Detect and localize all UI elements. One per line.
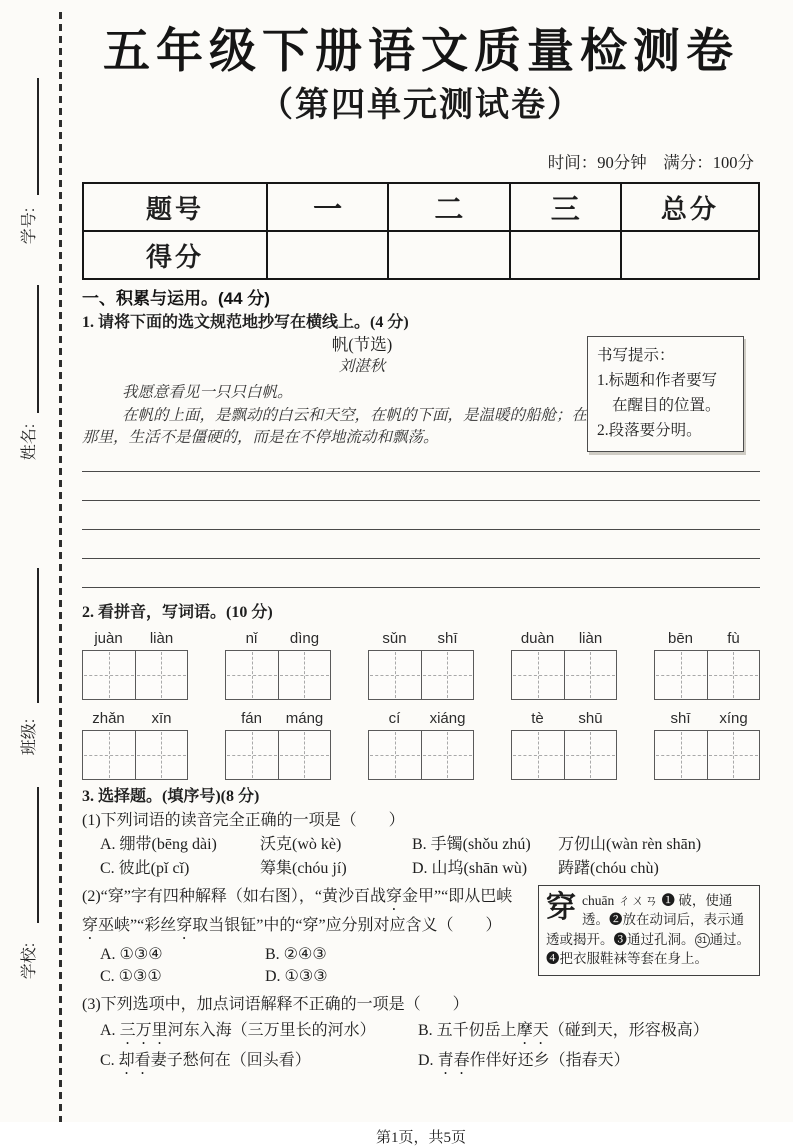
option-c: C. ①③① bbox=[100, 967, 162, 985]
pinyin-word-group bbox=[82, 710, 188, 780]
pinyin-word-group bbox=[654, 630, 760, 700]
grid-cell bbox=[655, 731, 707, 779]
pinyin-syllable: cí bbox=[388, 709, 401, 727]
handwriting-blank-line bbox=[82, 450, 760, 472]
option-c-word2: 筹集(chóu jí) bbox=[260, 859, 347, 877]
dictionary-headword: 穿 bbox=[546, 890, 576, 924]
grid-cell bbox=[278, 731, 331, 779]
pinyin-syllable: fù bbox=[727, 629, 740, 647]
student-name-label: 姓名: bbox=[21, 423, 38, 461]
grid-cell bbox=[278, 651, 331, 699]
pinyin-syllable: fán bbox=[241, 709, 262, 727]
question-3-2-options bbox=[82, 944, 534, 988]
grid-cell bbox=[421, 731, 474, 779]
hint-line: 2.段落要分明。 bbox=[597, 422, 702, 439]
grid-cell bbox=[655, 651, 707, 699]
grid-cell bbox=[369, 731, 421, 779]
grid-cell bbox=[421, 651, 474, 699]
writing-grid bbox=[654, 730, 760, 780]
score-table-header-cell: 三 bbox=[509, 184, 620, 230]
handwriting-blank-line bbox=[82, 472, 760, 501]
paper-title: 五年级下册语文质量检测卷 bbox=[103, 26, 739, 78]
question-3-3-options bbox=[82, 1018, 760, 1078]
pinyin-syllable: shī bbox=[437, 629, 458, 647]
score-cell-empty bbox=[509, 230, 620, 278]
option-a: A. 三万里河东入海（三万里长的河水） bbox=[100, 1021, 376, 1039]
pinyin-syllable: xiáng bbox=[429, 709, 466, 727]
grid-cell bbox=[564, 731, 617, 779]
handwriting-blank-line bbox=[82, 501, 760, 530]
question-3-2-block bbox=[82, 885, 760, 988]
pinyin-word-group bbox=[511, 630, 617, 700]
handwriting-blank-line bbox=[82, 559, 760, 588]
pinyin-syllable: bēn bbox=[667, 629, 694, 647]
student-id-label: 学号: bbox=[21, 207, 38, 245]
question-3-2-stem-line: 穿巫峡”“彩丝穿取当银钲”中的“穿”应分别对应含义（ ） bbox=[82, 916, 502, 934]
question-3-2-stem-line: (2)“穿”字有四种解释（如右图），“黄沙百战穿金甲”“即从巴峡 bbox=[82, 887, 513, 905]
poem-line: 那里，生活不是僵硬的，而是在不停地流动和飘荡。 bbox=[82, 429, 439, 446]
writing-grid bbox=[511, 650, 617, 700]
pinyin-syllable: duàn bbox=[520, 629, 555, 647]
option-d: D. 山坞(shān wù) bbox=[412, 859, 528, 877]
pinyin-word-group bbox=[368, 710, 474, 780]
grid-cell bbox=[135, 651, 188, 699]
pinyin-syllable: liàn bbox=[578, 629, 603, 647]
option-c: C. 彼此(pǐ cǐ) bbox=[100, 859, 190, 877]
handwriting-blank-line bbox=[82, 530, 760, 559]
grid-cell bbox=[512, 731, 564, 779]
grid-cell bbox=[83, 731, 135, 779]
option-b: B. ②④③ bbox=[265, 945, 327, 963]
paper-subtitle: （第四单元测试卷） bbox=[259, 87, 583, 124]
grid-cell bbox=[512, 651, 564, 699]
poem-line: 我愿意看见一只只白帆。 bbox=[122, 384, 293, 401]
pinyin-syllable: nǐ bbox=[245, 629, 258, 647]
question-3-1-options bbox=[82, 833, 760, 881]
grid-cell bbox=[564, 651, 617, 699]
student-id-blank-line bbox=[37, 78, 39, 195]
score-table-header-cell: 总分 bbox=[620, 184, 758, 230]
score-table-header-cell: 题号 bbox=[145, 194, 204, 224]
pinyin-word-group bbox=[368, 630, 474, 700]
pinyin-row-1 bbox=[82, 630, 760, 700]
option-b: B. 手镯(shǒu zhú) bbox=[412, 835, 531, 853]
time-and-score-info: 时间：90分钟 满分：100分 bbox=[547, 153, 754, 172]
pinyin-syllable: tè bbox=[531, 709, 544, 727]
pinyin-word-group bbox=[511, 710, 617, 780]
grid-cell bbox=[707, 731, 760, 779]
option-a: A. 绷带(bēng dài) bbox=[100, 835, 217, 853]
option-a-word2: 沃克(wò kè) bbox=[260, 835, 342, 853]
class-blank-line bbox=[37, 568, 39, 703]
pinyin-syllable: sǔn bbox=[382, 629, 407, 647]
score-table bbox=[82, 182, 760, 280]
dictionary-entry-box bbox=[538, 885, 760, 976]
option-d-word2: 踌躇(chóu chù) bbox=[558, 859, 659, 877]
pinyin-syllable: xíng bbox=[719, 709, 748, 727]
section-one-heading: 一、积累与运用。(44 分) bbox=[82, 289, 270, 308]
grid-cell bbox=[135, 731, 188, 779]
pinyin-syllable: liàn bbox=[149, 629, 174, 647]
writing-grid bbox=[82, 730, 188, 780]
hint-title: 书写提示： bbox=[597, 347, 675, 364]
poem-text bbox=[82, 382, 622, 450]
paper-body bbox=[60, 0, 793, 1147]
question-3-2-text bbox=[82, 885, 534, 988]
question-2-stem: 2. 看拼音，写词语。(10 分) bbox=[82, 603, 273, 621]
question-3-3-stem: (3)下列选项中，加点词语解释不正确的一项是（ ） bbox=[82, 995, 469, 1013]
school-blank-line bbox=[37, 787, 39, 923]
grid-cell bbox=[226, 651, 278, 699]
pinyin-word-group bbox=[654, 710, 760, 780]
poem-line: 在帆的上面，是飘动的白云和天空，在帆的下面，是温暖的船舱；在 bbox=[122, 406, 588, 424]
pinyin-word-group bbox=[225, 630, 331, 700]
page-number: 第1页，共5页 bbox=[375, 1129, 466, 1146]
writing-grid bbox=[368, 730, 474, 780]
option-d: D. 青春作伴好还乡（指春天） bbox=[418, 1051, 630, 1069]
question-1-stem: 1. 请将下面的选文规范地抄写在横线上。(4 分) bbox=[82, 314, 409, 331]
pinyin-syllable: zhǎn bbox=[92, 709, 125, 727]
score-table-header-cell: 一 bbox=[266, 184, 387, 230]
score-cell-empty bbox=[620, 230, 758, 278]
handwriting-hint-box bbox=[587, 336, 744, 452]
grid-cell bbox=[369, 651, 421, 699]
pinyin-syllable: shū bbox=[578, 709, 603, 727]
student-name-blank-line bbox=[37, 285, 39, 413]
school-label: 学校: bbox=[21, 942, 38, 980]
score-cell-empty bbox=[266, 230, 387, 278]
writing-grid bbox=[82, 650, 188, 700]
pinyin-syllable: juàn bbox=[94, 629, 123, 647]
poem-author: 刘湛秋 bbox=[338, 358, 386, 375]
hint-line: 1.标题和作者要写 bbox=[597, 372, 718, 389]
score-table-header-cell: 二 bbox=[387, 184, 508, 230]
grid-cell bbox=[226, 731, 278, 779]
option-c: C. 却看妻子愁何在（回头看） bbox=[100, 1051, 311, 1069]
handwriting-lines bbox=[82, 450, 760, 588]
pinyin-syllable: máng bbox=[285, 709, 324, 727]
option-b-word2: 万仞山(wàn rèn shān) bbox=[558, 835, 702, 853]
pinyin-syllable: xīn bbox=[151, 709, 172, 727]
option-a: A. ①③④ bbox=[100, 945, 163, 963]
writing-grid bbox=[368, 650, 474, 700]
writing-grid bbox=[654, 650, 760, 700]
score-cell-empty bbox=[387, 230, 508, 278]
question-3-stem: 3. 选择题。(填序号)(8 分) bbox=[82, 787, 260, 805]
writing-grid bbox=[225, 730, 331, 780]
pinyin-word-group bbox=[225, 710, 331, 780]
writing-grid bbox=[225, 650, 331, 700]
option-d: D. ①③③ bbox=[265, 967, 328, 985]
writing-grid bbox=[511, 730, 617, 780]
hint-line: 在醒目的位置。 bbox=[612, 397, 721, 414]
poem-excerpt bbox=[82, 334, 642, 450]
pinyin-word-group bbox=[82, 630, 188, 700]
pinyin-row-2 bbox=[82, 710, 760, 780]
pinyin-syllable: shī bbox=[670, 709, 691, 727]
option-b: B. 五千仞岳上摩天（碰到天，形容极高） bbox=[418, 1021, 709, 1039]
score-row-label: 得分 bbox=[84, 230, 266, 278]
dictionary-definitions: chuān ㄔㄨㄢ ❶ 破，使通透。❷放在动词后，表示通透或揭开。❸通过孔洞。 31 通过。❹把衣服鞋袜等套在身上。 bbox=[546, 892, 750, 966]
pinyin-syllable: dìng bbox=[289, 629, 320, 647]
grid-cell bbox=[83, 651, 135, 699]
question-3-1-stem: (1)下列词语的读音完全正确的一项是（ ） bbox=[82, 811, 405, 829]
class-label: 班级: bbox=[21, 718, 38, 756]
grid-cell bbox=[707, 651, 760, 699]
poem-title: 帆(节选) bbox=[331, 335, 393, 354]
